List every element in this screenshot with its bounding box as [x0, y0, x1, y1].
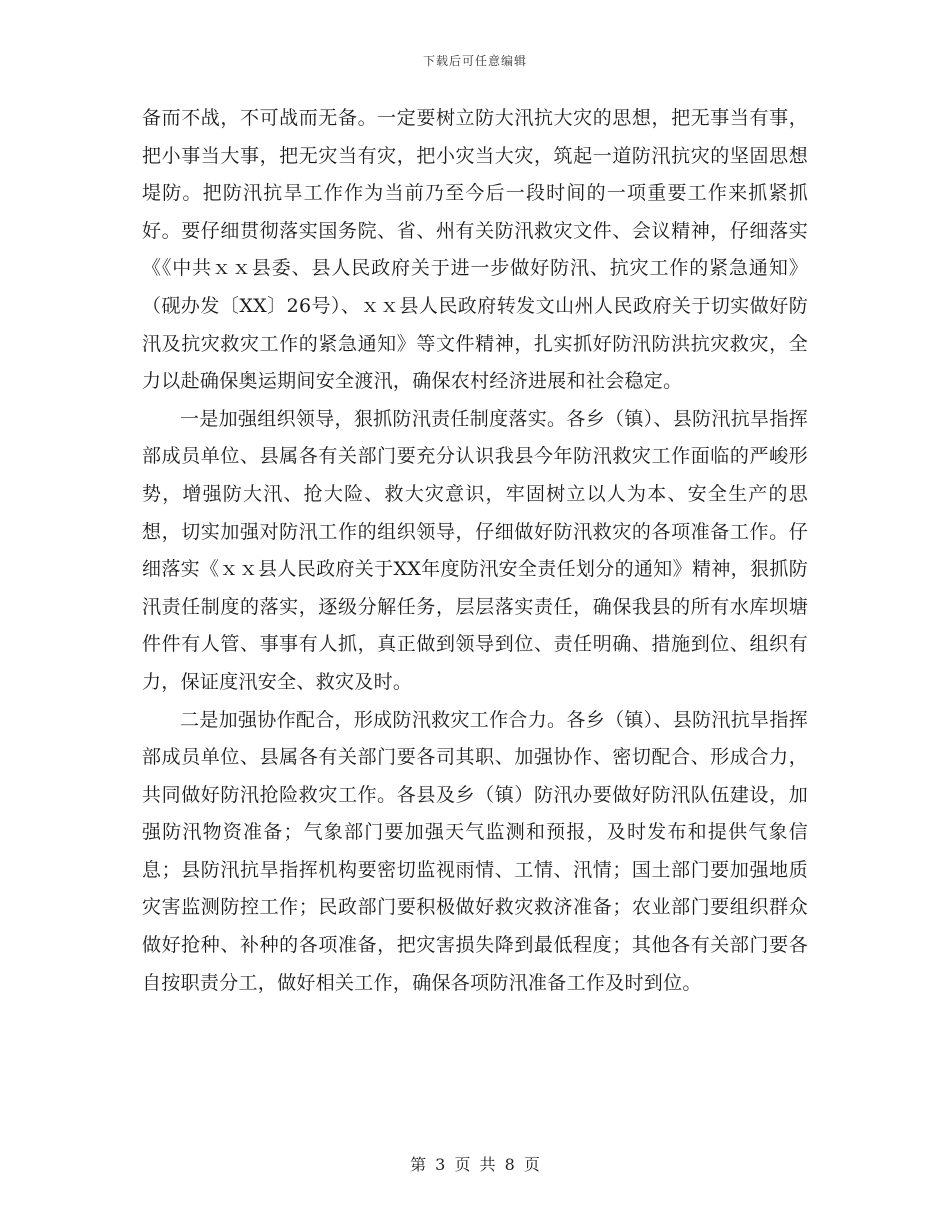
paragraph-coordination: 二是加强协作配合，形成防汛救灾工作合力。各乡（镇）、县防汛抗旱指挥部成员单位、县属各有关部门要各司其职、加强协作、密切配合、形成合力，共同做好防汛抢险救灾工作。各县及乡（镇）防汛办要做好防汛队伍建设，加强防汛物资准备；气象部门要加强天气监测和预报，及时发布和提供气象信息；县防汛抗旱指挥机构要密切监视雨情、工情、汛情；国土部门要加强地质灾害监测防控工作；民政部门要积极做好救灾救济准备；农业部门要组织群众做好抢种、补种的各项准备，把灾害损失降到最低程度；其他各有关部门要各自按职责分工，做好相关工作，确保各项防汛准备工作及时到位。 — [142, 708, 808, 994]
paragraph-organization-leadership: 一是加强组织领导，狠抓防汛责任制度落实。各乡（镇）、县防汛抗旱指挥部成员单位、县属各有关部门要充分认识我县今年防汛救灾工作面临的严峻形势，增强防大汛、抢大险、救大灾意识，牢固树立以人为本、安全生产的思想，切实加强对防汛工作的组织领导，仔细做好防汛救灾的各项准备工作。仔细落实《ｘｘ县人民政府关于XX年度防汛安全责任划分的通知》精神，狠抓防汛责任制度的落实，逐级分解任务，层层落实责任，确保我县的所有水库坝塘件件有人管、事事有人抓，真正做到领导到位、责任明确、措施到位、组织有力，保证度汛安全、救灾及时。 — [142, 407, 808, 693]
paragraph-continued: 备而不战，不可战而无备。一定要树立防大汛抗大灾的思想，把无事当有事，把小事当大事，把无灾当有灾，把小灾当大灾，筑起一道防汛抗灾的坚固思想堤防。把防汛抗旱工作作为当前乃至今后一段时间的一项重要工作来抓紧抓好。要仔细贯彻落实国务院、省、州有关防汛救灾文件、会议精神，仔细落实《《中共ｘｘ县委、县人民政府关于进一步做好防汛、抗灾工作的紧急通知》（砚办发〔XX〕26号）、ｘｘ县人民政府转发文山州人民政府关于切实做好防汛及抗灾救灾工作的紧急通知》等文件精神，扎实抓好防汛防洪抗灾救灾，全力以赴确保奥运期间安全渡汛，确保农村经济进展和社会稳定。 — [142, 107, 808, 393]
document-body — [142, 100, 808, 1002]
page-header-note: 下载后可任意编辑 — [422, 54, 527, 68]
page-number: 第 3 页 共 8 页 — [410, 1155, 540, 1174]
